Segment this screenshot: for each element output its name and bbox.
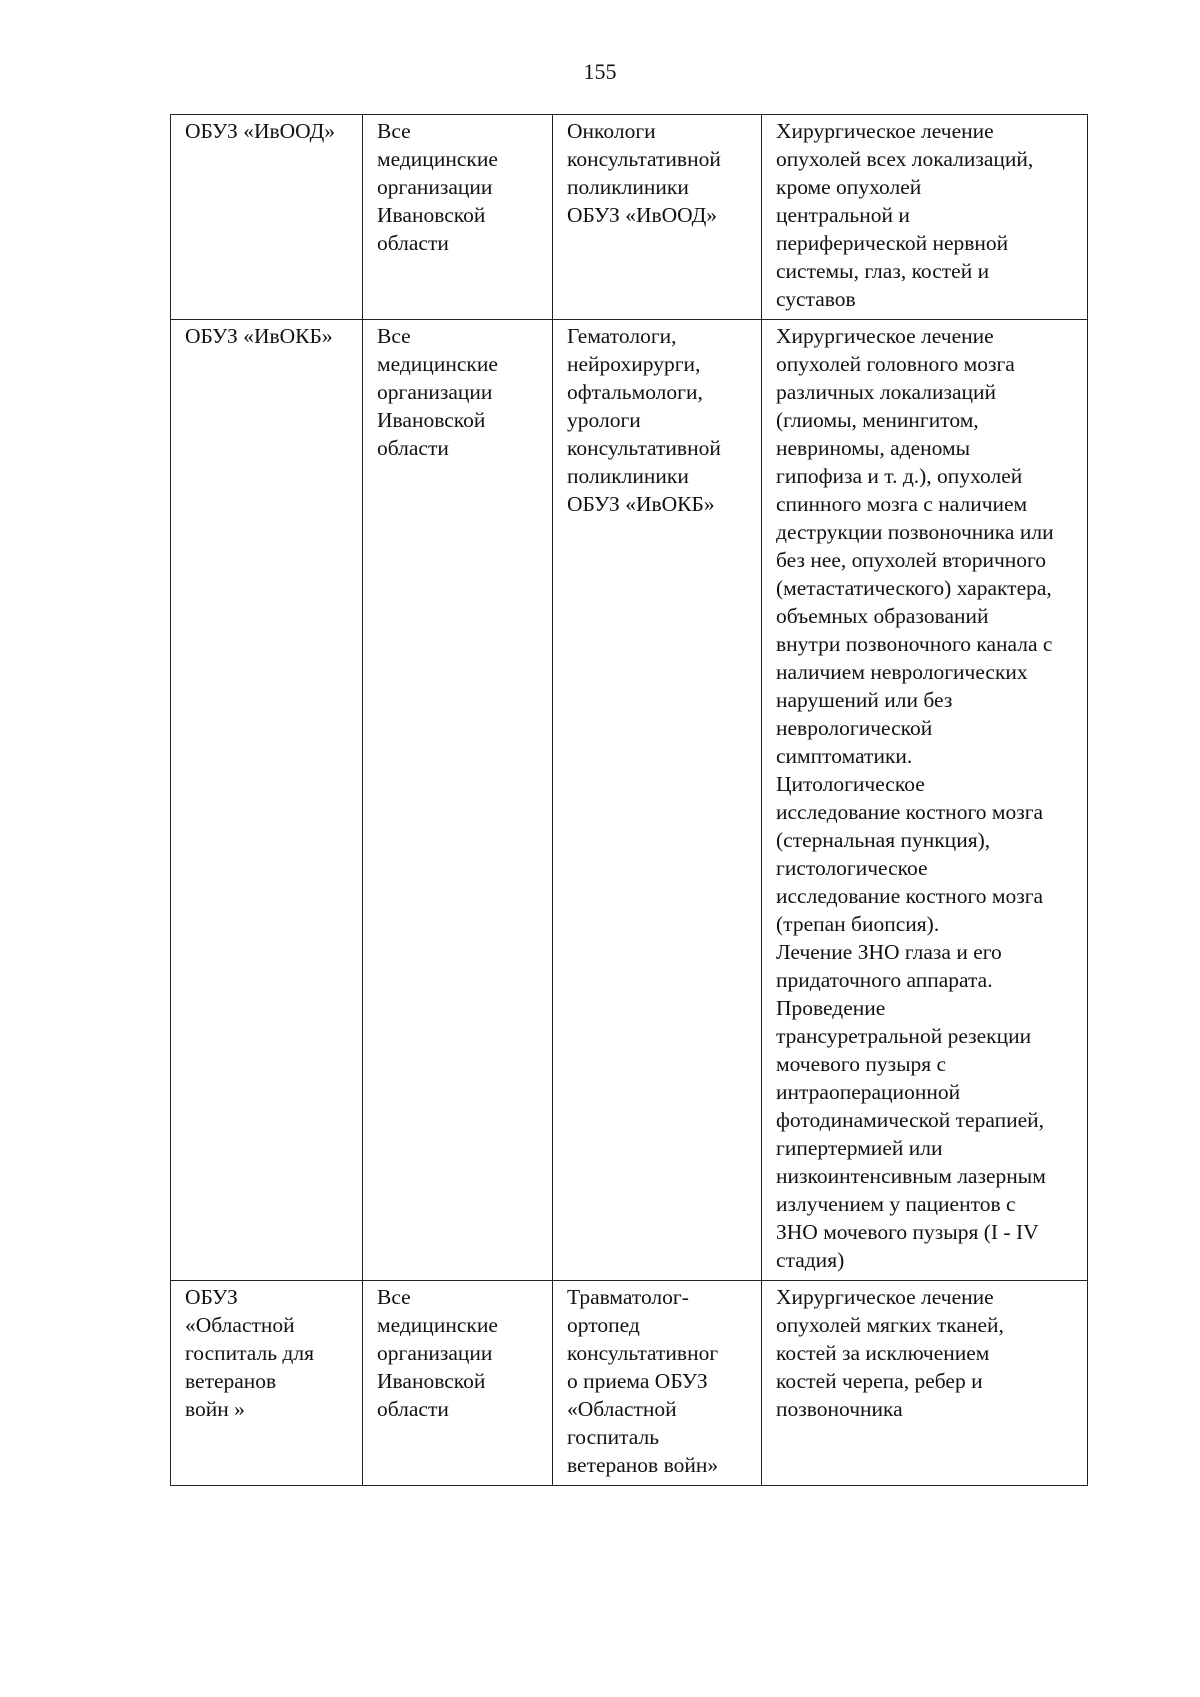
cell-text-line: госпиталь для (185, 1341, 314, 1365)
cell-text-line: «Областной (567, 1397, 677, 1421)
cell-text-line: Все (377, 324, 411, 348)
cell-text-line: области (377, 436, 449, 460)
cell-text-line: офтальмологи, (567, 380, 703, 404)
cell-text-line: различных локализаций (776, 380, 997, 404)
cell-text-line: системы, глаз, костей и (776, 259, 990, 283)
referring-organizations-cell (363, 1281, 553, 1486)
cell-text-line: невриномы, аденомы (776, 436, 971, 460)
cell-text-line: (стернальная пункция), (776, 828, 991, 852)
cell-text-line: симптоматики. (776, 744, 913, 768)
cell-text-line: гипофиза и т. д.), опухолей (776, 464, 1023, 488)
cell-text-line: Ивановской (377, 1369, 486, 1393)
cell-text-line: ветеранов войн» (567, 1453, 719, 1477)
cell-text-line: поликлиники (567, 464, 689, 488)
cell-text-line: Все (377, 119, 411, 143)
cell-text-line: (метастатического) характера, (776, 576, 1052, 600)
cell-text-line: организации (377, 1341, 493, 1365)
cell-text-line: области (377, 231, 449, 255)
referring-organizations-cell (363, 115, 553, 320)
cell-text-line: ОБУЗ «ИвООД» (567, 203, 718, 227)
cell-text-line: придаточного аппарата. (776, 968, 993, 992)
cell-text-line: ОБУЗ «ИвООД» (185, 119, 336, 143)
specialists-cell (553, 320, 762, 1281)
cell-text-line: стадия) (776, 1248, 845, 1272)
cell-text-line: консультативной (567, 436, 721, 460)
cell-text-line: трансуретральной резекции (776, 1024, 1032, 1048)
cell-text-line: войн » (185, 1397, 245, 1421)
cell-text-line: Хирургическое лечение (776, 324, 994, 348)
cell-text-line: госпиталь (567, 1425, 660, 1449)
cell-text-line: позвоночника (776, 1397, 903, 1421)
cell-text-line: исследование костного мозга (776, 800, 1044, 824)
cell-text-line: ЗНО мочевого пузыря (I - IV (776, 1220, 1039, 1244)
cell-text-line: Хирургическое лечение (776, 1285, 994, 1309)
cell-text-line: нарушений или без (776, 688, 953, 712)
cell-text-line: ОБУЗ (185, 1285, 238, 1309)
cell-text-line: (трепан биопсия). (776, 912, 940, 936)
cell-text-line: области (377, 1397, 449, 1421)
cell-text-line: опухолей всех локализаций, (776, 147, 1034, 171)
cell-text-line: низкоинтенсивным лазерным (776, 1164, 1046, 1188)
cell-text-line: ветеранов (185, 1369, 277, 1393)
cell-text-line: медицинские (377, 1313, 498, 1337)
cell-text-line: неврологической (776, 716, 933, 740)
treatment-cell (762, 320, 1088, 1281)
cell-text-line: объемных образований (776, 604, 989, 628)
cell-text-line: поликлиники (567, 175, 689, 199)
cell-text-line: консультативног (567, 1341, 719, 1365)
cell-text-line: интраоперационной (776, 1080, 961, 1104)
cell-text-line: Гематологи, (567, 324, 677, 348)
referring-organizations-cell (363, 320, 553, 1281)
cell-text-line: гистологическое (776, 856, 928, 880)
cell-text-line: нейрохирурги, (567, 352, 701, 376)
cell-text-line: мочевого пузыря с (776, 1052, 947, 1076)
cell-text-line: излучением у пациентов с (776, 1192, 1016, 1216)
cell-text-line: Травматолог- (567, 1285, 689, 1309)
table-row (171, 1281, 1088, 1486)
cell-text-line: ортопед (567, 1313, 640, 1337)
table-row (171, 320, 1088, 1281)
cell-text-line: гипертермией или (776, 1136, 943, 1160)
cell-text-line: Лечение ЗНО глаза и его (776, 940, 1002, 964)
cell-text-line: деструкции позвоночника или (776, 520, 1054, 544)
cell-text-line: Все (377, 1285, 411, 1309)
institution-cell (171, 115, 363, 320)
cell-text-line: периферической нервной (776, 231, 1009, 255)
cell-text-line: костей черепа, ребер и (776, 1369, 983, 1393)
cell-text-line: консультативной (567, 147, 721, 171)
cell-text-line: внутри позвоночного канала с (776, 632, 1053, 656)
cell-text-line: ОБУЗ «ИвОКБ» (185, 324, 333, 348)
cell-text-line: о приема ОБУЗ (567, 1369, 708, 1393)
cell-text-line: центральной и (776, 203, 910, 227)
cell-text-line: без нее, опухолей вторичного (776, 548, 1047, 572)
institution-cell (171, 1281, 363, 1486)
cell-text-line: урологи (567, 408, 641, 432)
cell-text-line: кроме опухолей (776, 175, 922, 199)
cell-text-line: (глиомы, менингитом, (776, 408, 979, 432)
cell-text-line: Проведение (776, 996, 886, 1020)
cell-text-line: организации (377, 175, 493, 199)
cell-text-line: опухолей мягких тканей, (776, 1313, 1004, 1337)
institution-cell (171, 320, 363, 1281)
cell-text-line: костей за исключением (776, 1341, 990, 1365)
cell-text-line: медицинские (377, 147, 498, 171)
treatment-cell (762, 1281, 1088, 1486)
cell-text-line: медицинские (377, 352, 498, 376)
cell-text-line: Ивановской (377, 408, 486, 432)
cell-text-line: ОБУЗ «ИвОКБ» (567, 492, 715, 516)
cell-text-line: опухолей головного мозга (776, 352, 1015, 376)
cell-text-line: «Областной (185, 1313, 295, 1337)
cell-text-line: фотодинамической терапией, (776, 1108, 1045, 1132)
cell-text-line: организации (377, 380, 493, 404)
cell-text-line: наличием неврологических (776, 660, 1028, 684)
specialists-cell (553, 1281, 762, 1486)
table-row (171, 115, 1088, 320)
cell-text-line: Хирургическое лечение (776, 119, 994, 143)
cell-text-line: исследование костного мозга (776, 884, 1044, 908)
cell-text-line: спинного мозга с наличием (776, 492, 1028, 516)
cell-text-line: суставов (776, 287, 856, 311)
document-table (170, 114, 1088, 1486)
cell-text-line: Ивановской (377, 203, 486, 227)
specialists-cell (553, 115, 762, 320)
page-number: 155 (583, 59, 617, 84)
treatment-cell (762, 115, 1088, 320)
cell-text-line: Онкологи (567, 119, 656, 143)
cell-text-line: Цитологическое (776, 772, 925, 796)
